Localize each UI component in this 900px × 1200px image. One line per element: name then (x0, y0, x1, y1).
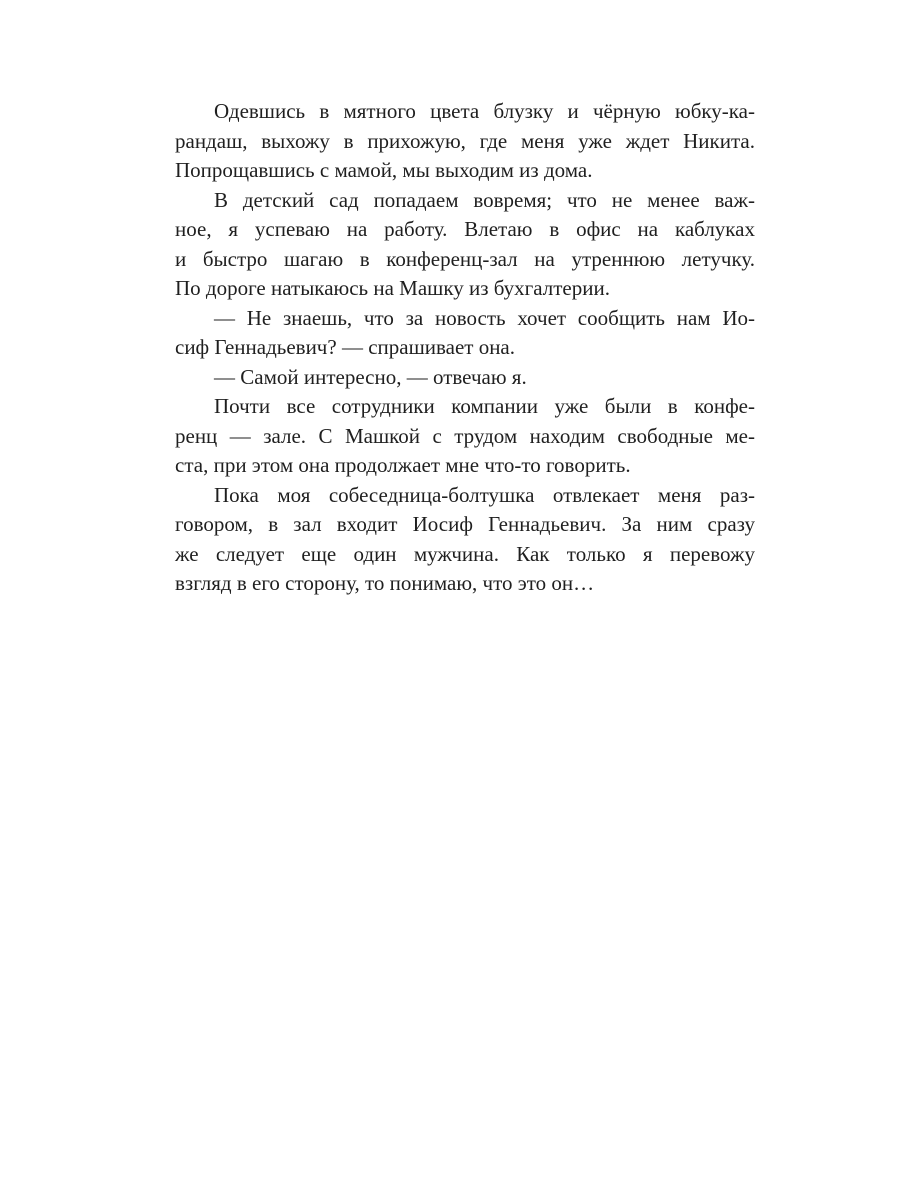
text-line: ренц — зале. С Машкой с трудом находим свободные ме- (175, 423, 755, 448)
paragraph-5 (175, 392, 755, 481)
text-line: По дороге натыкаюсь на Машку из бухгалтерии. (175, 276, 610, 300)
paragraph-6 (175, 481, 755, 599)
text-line: же следует еще один мужчина. Как только я перевожу (175, 541, 755, 566)
text-line: взгляд в его сторону, то понимаю, что это он… (175, 571, 595, 595)
paragraph-1 (175, 97, 755, 186)
text-line: Одевшись в мятного цвета блузку и чёрную юбку-ка- (214, 99, 755, 123)
paragraph-2 (175, 186, 755, 304)
body-text (175, 97, 755, 599)
text-line: Почти все сотрудники компании уже были в конфе- (214, 394, 755, 418)
text-line: ста, при этом она продолжает мне что-то говорить. (175, 453, 631, 477)
text-line: Попрощавшись с мамой, мы выходим из дома. (175, 158, 593, 182)
text-line: — Не знаешь, что за новость хочет сообщить нам Ио- (214, 305, 755, 330)
paragraph-4 (175, 363, 755, 393)
text-line: Пока моя собеседница-болтушка отвлекает меня раз- (214, 482, 755, 507)
paragraph-3 (175, 304, 755, 363)
text-line: сиф Геннадьевич? — спрашивает она. (175, 335, 515, 359)
text-line: говором, в зал входит Иосиф Геннадьевич. За ним сразу (175, 512, 755, 536)
text-line: В детский сад попадаем вовремя; что не менее важ- (214, 187, 755, 212)
text-line: — Самой интересно, — отвечаю я. (214, 364, 527, 389)
text-line: и быстро шагаю в конференц-зал на утреннюю летучку. (175, 246, 755, 271)
text-line: ное, я успеваю на работу. Влетаю в офис на каблуках (175, 217, 755, 241)
text-line: рандаш, выхожу в прихожую, где меня уже ждет Никита. (175, 128, 755, 153)
